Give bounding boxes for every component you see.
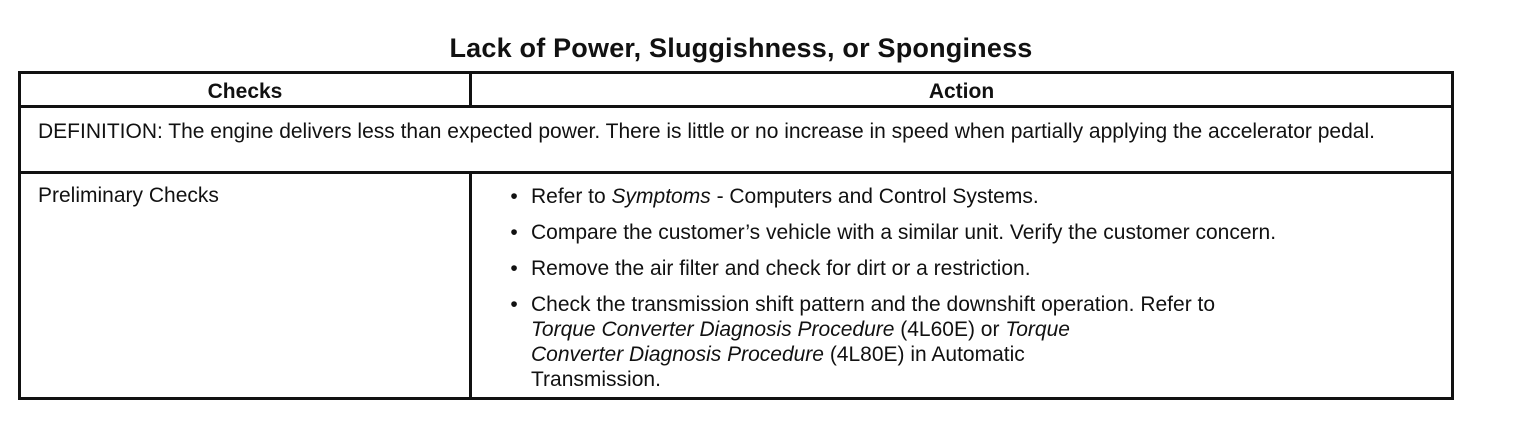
action-item xyxy=(504,292,1444,392)
check-label-preliminary: Preliminary Checks xyxy=(38,184,219,207)
bullet-icon: • xyxy=(510,221,518,244)
action-text: - Computers and Control Systems. xyxy=(710,185,1039,208)
action-text: (4L60E) or xyxy=(894,318,1006,341)
diagnostic-table xyxy=(18,71,1454,400)
action-list xyxy=(504,184,1444,403)
column-divider xyxy=(469,174,472,400)
definition-row xyxy=(21,108,1451,174)
action-ref-torque-converter: Torque Converter Diagnosis Procedure xyxy=(531,318,895,341)
table-header-row xyxy=(21,74,1451,108)
column-divider xyxy=(469,74,472,108)
bullet-icon: • xyxy=(510,185,518,208)
action-text: Refer to xyxy=(531,185,612,208)
bullet-icon: • xyxy=(510,257,518,280)
action-text: Compare the customer’s vehicle with a similar unit. Verify the customer concern. xyxy=(531,221,1277,244)
action-item xyxy=(504,256,1444,281)
column-header-checks: Checks xyxy=(207,80,283,103)
column-header-action: Action xyxy=(928,80,995,103)
definition-text: DEFINITION: The engine delivers less than expected power. There is little or no increase in speed when partially applying the accelerator pedal. xyxy=(38,120,1375,143)
action-item xyxy=(504,220,1444,245)
action-ref-torque-converter: Converter Diagnosis Procedure xyxy=(531,343,824,366)
action-ref-symptoms: Symptoms xyxy=(611,185,711,208)
action-ref-torque-converter: Torque xyxy=(1005,318,1070,341)
action-item xyxy=(504,184,1444,209)
action-text: (4L80E) in Automatic xyxy=(823,343,1025,366)
action-text: Transmission. xyxy=(531,368,661,391)
action-text: Remove the air filter and check for dirt or a restriction. xyxy=(531,257,1031,280)
page-title: Lack of Power, Sluggishness, or Sponginess xyxy=(449,33,1033,63)
bullet-icon: • xyxy=(510,293,518,316)
action-text: Check the transmission shift pattern and the downshift operation. Refer to xyxy=(531,293,1216,316)
